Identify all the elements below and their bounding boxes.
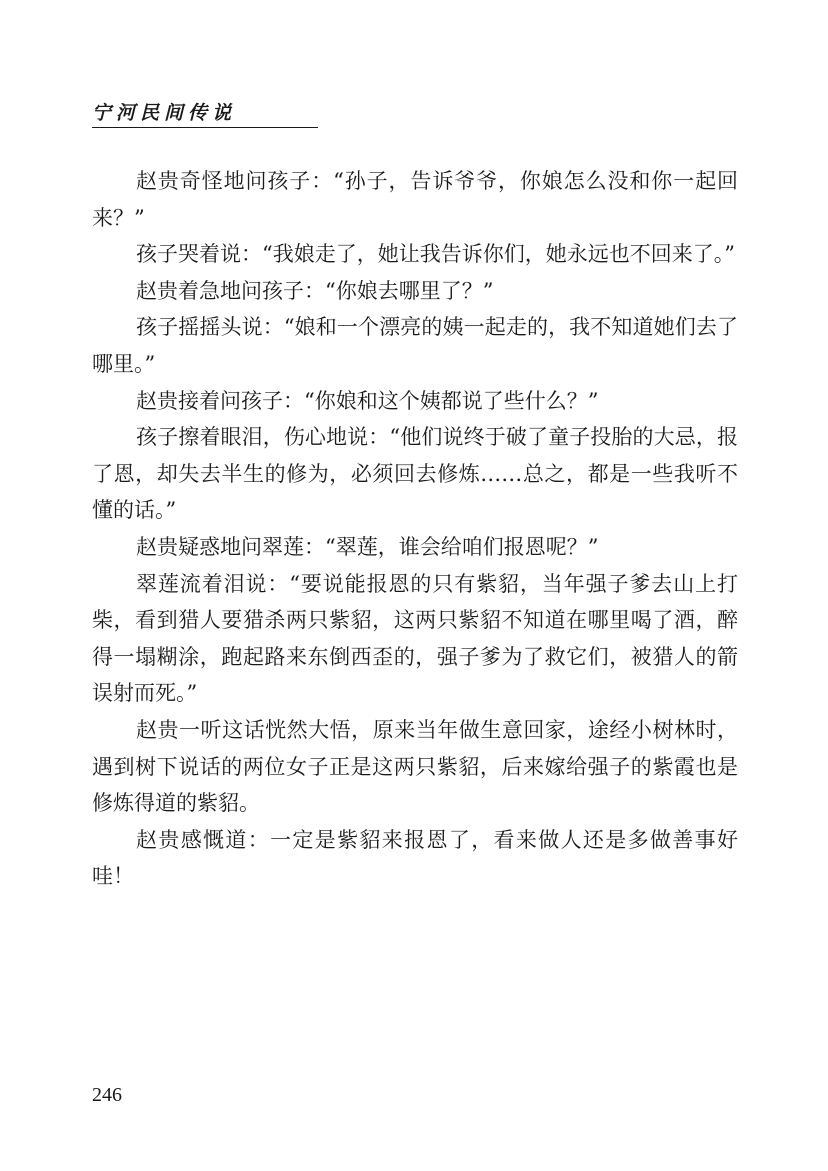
paragraph: 孩子擦着眼泪，伤心地说：“他们说终于破了童子投胎的大忌，报了恩，却失去半生的修为，必须回去修炼……总之，都是一些我听不懂的话。” [92, 425, 738, 523]
paragraph: 赵贵疑惑地问翠莲：“翠莲，谁会给咱们报恩呢？” [136, 534, 599, 559]
paragraph: 孩子摇摇头说：“娘和一个漂亮的姨一起走的，我不知道她们去了哪里。” [92, 315, 738, 376]
paragraph: 赵贵接着问孩子：“你娘和这个姨都说了些什么？” [136, 388, 599, 413]
paragraph: 赵贵奇怪地问孩子：“孙子，告诉爷爷，你娘怎么没和你一起回来？” [92, 169, 738, 230]
paragraph: 赵贵感慨道：一定是紫貂来报恩了，看来做人还是多做善事好哇！ [92, 827, 738, 889]
body-text [92, 163, 738, 895]
paragraph: 翠莲流着泪说：“要说能报恩的只有紫貂，当年强子爹去山上打柴，看到猎人要猎杀两只紫貂，这两只紫貂不知道在哪里喝了酒，醉得一塌糊涂，跑起路来东倒西歪的，强子爹为了救它们，被猎人的箭误射而死。” [92, 571, 738, 706]
paragraph: 赵贵着急地问孩子：“你娘去哪里了？” [136, 278, 494, 303]
paragraph: 赵贵一听这话恍然大悟，原来当年做生意回家，途经小树林时，遇到树下说话的两位女子正是这两只紫貂，后来嫁给强子的紫霞也是修炼得道的紫貂。 [92, 717, 738, 816]
page-number: 246 [92, 1084, 122, 1106]
running-header [92, 101, 318, 128]
paragraph: 孩子哭着说：“我娘走了，她让我告诉你们，她永远也不回来了。” [136, 242, 735, 267]
book-title: 宁河民间传说 [92, 102, 237, 124]
